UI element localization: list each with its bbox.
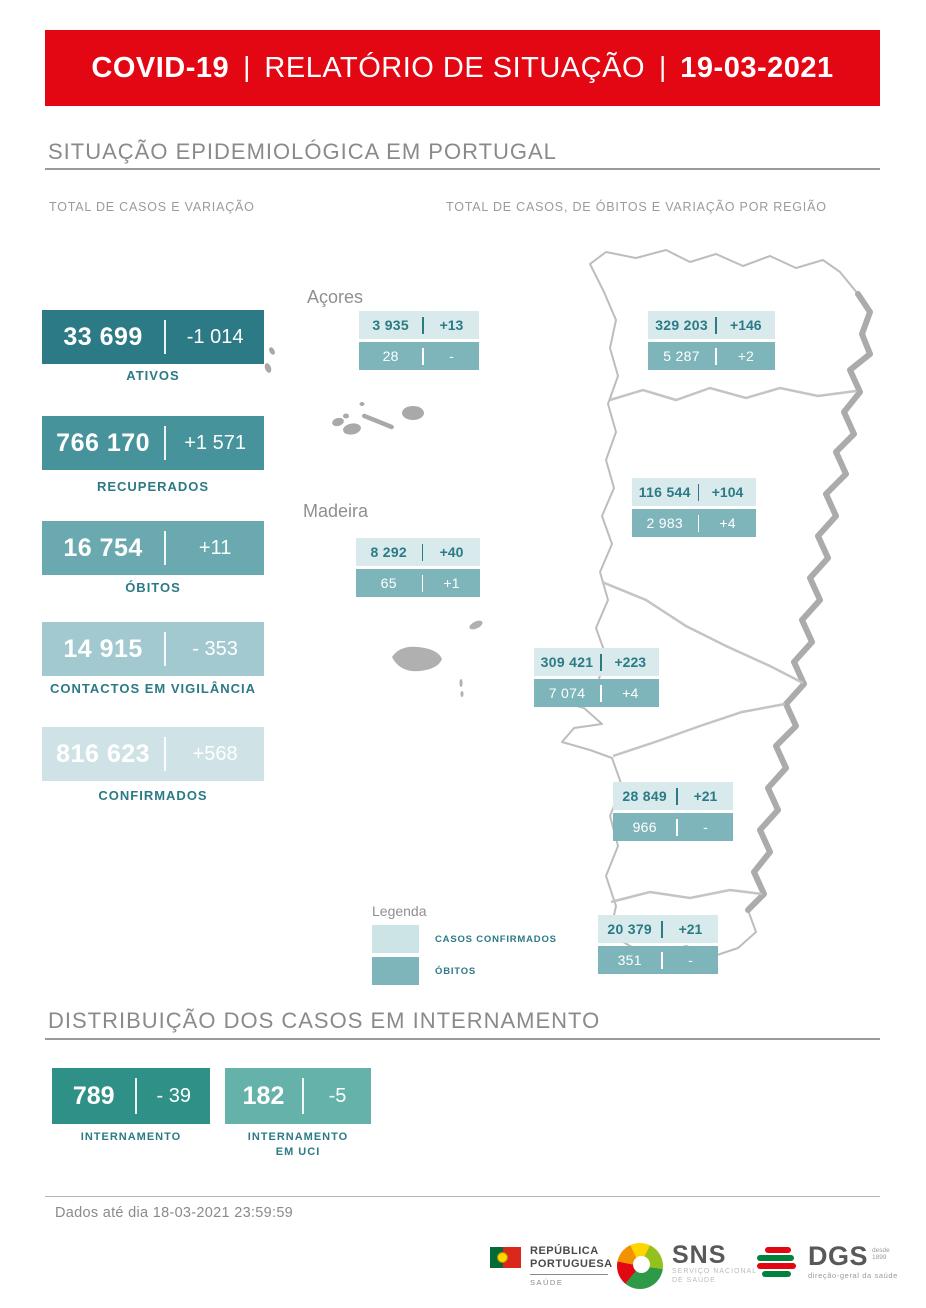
section2-title: DISTRIBUIÇÃO DOS CASOS EM INTERNAMENTO <box>48 1008 601 1033</box>
data-cutoff-note: Dados até dia 18-03-2021 23:59:59 <box>55 1205 294 1221</box>
alentejo-cases-value: 28 849 <box>622 788 667 804</box>
norte-deaths-variation: +2 <box>737 348 754 364</box>
legend-title: Legenda <box>372 903 427 919</box>
rp-line1: REPÚBLICA <box>530 1245 599 1257</box>
dgs-name: DGS <box>808 1241 869 1271</box>
ativos-value: 33 699 <box>63 322 143 351</box>
legend-label-deaths: ÓBITOS <box>435 966 477 977</box>
section1-underline <box>45 168 880 170</box>
madeira-deaths-row <box>356 569 480 597</box>
internamento-variation: - 39 <box>156 1084 191 1107</box>
acores-deaths-value: 28 <box>382 348 399 364</box>
recuperados-label: RECUPERADOS <box>96 479 210 494</box>
header-date: 19-03-2021 <box>680 51 834 84</box>
contactos-variation: - 353 <box>192 637 238 660</box>
madeira-deaths-value: 65 <box>380 575 397 591</box>
stat-box-internamento <box>52 1068 210 1124</box>
republica-portuguesa-text <box>530 1245 613 1287</box>
header-separator: | <box>659 51 667 82</box>
header-title-report: RELATÓRIO DE SITUAÇÃO <box>264 51 645 84</box>
lvt-cases-row <box>534 648 659 676</box>
algarve-deaths-variation: - <box>688 952 693 968</box>
algarve-cases-variation: +21 <box>678 921 703 937</box>
sns-text <box>672 1243 757 1285</box>
dgs-since <box>872 1247 890 1261</box>
stat-box-confirmados <box>42 727 264 781</box>
legend-label-confirmed: CASOS CONFIRMADOS <box>435 934 557 945</box>
sns-sub1: SERVIÇO NACIONAL <box>672 1268 758 1275</box>
confirmados-variation: +568 <box>192 742 238 765</box>
madeira-islands <box>392 619 484 697</box>
lvt-deaths-value: 7 074 <box>548 685 586 701</box>
sns-name: SNS <box>672 1241 727 1269</box>
region-stats-acores <box>359 311 479 373</box>
footer-divider <box>45 1196 880 1197</box>
uci-value: 182 <box>242 1081 285 1110</box>
norte-cases-row <box>648 311 775 339</box>
algarve-cases-row <box>598 915 718 943</box>
stat-box-internamento-uci <box>225 1068 371 1124</box>
madeira-cases-value: 8 292 <box>370 544 408 560</box>
stat-box-contactos <box>42 622 264 676</box>
recuperados-value: 766 170 <box>56 428 151 457</box>
confirmados-value: 816 623 <box>56 739 151 768</box>
lvt-deaths-row <box>534 679 659 707</box>
obitos-label: ÓBITOS <box>125 580 181 595</box>
acores-label: Açores <box>307 287 364 307</box>
ativos-label: ATIVOS <box>126 368 180 383</box>
legend-swatch-confirmed <box>372 925 419 953</box>
centro-deaths-variation: +4 <box>719 515 736 531</box>
sns-logo <box>617 1243 757 1289</box>
uci-variation: -5 <box>328 1084 347 1107</box>
centro-deaths-value: 2 983 <box>646 515 684 531</box>
stat-box-obitos <box>42 521 264 575</box>
dgs-logo <box>757 1243 898 1281</box>
acores-cases-value: 3 935 <box>372 317 409 333</box>
header-separator: | <box>243 51 251 82</box>
report-header-banner <box>45 30 880 106</box>
internamento-value: 789 <box>72 1081 115 1110</box>
madeira-label: Madeira <box>303 501 369 521</box>
rp-sub-label: SAÚDE <box>530 1278 564 1287</box>
alentejo-cases-row <box>613 782 733 810</box>
dgs-sphere-icon <box>757 1247 799 1281</box>
alentejo-deaths-value: 966 <box>632 819 657 835</box>
norte-cases-value: 329 203 <box>655 317 708 333</box>
header-title-covid: COVID-19 <box>91 51 230 84</box>
region-stats-madeira <box>356 538 480 600</box>
sns-swirl-icon <box>617 1243 663 1289</box>
contactos-value: 14 915 <box>63 634 143 663</box>
norte-deaths-value: 5 287 <box>663 348 700 364</box>
madeira-deaths-variation: +1 <box>443 575 460 591</box>
portugal-flag-icon <box>490 1247 521 1268</box>
region-stats-alentejo <box>613 782 733 844</box>
region-stats-norte <box>648 311 775 373</box>
acores-cases-row <box>359 311 479 339</box>
norte-deaths-row <box>648 342 775 370</box>
centro-cases-variation: +104 <box>711 484 744 500</box>
left-column-label: TOTAL DE CASOS E VARIAÇÃO <box>49 200 255 214</box>
rp-line2: PORTUGUESA <box>530 1258 613 1270</box>
acores-deaths-row <box>359 342 479 370</box>
section2-underline <box>45 1038 880 1040</box>
obitos-value: 16 754 <box>63 533 143 562</box>
uci-label-line2: EM UCI <box>275 1146 321 1158</box>
stat-box-ativos <box>42 310 264 364</box>
lvt-cases-value: 309 421 <box>540 654 594 670</box>
lvt-deaths-variation: +4 <box>622 685 639 701</box>
legend-swatch-deaths <box>372 957 419 985</box>
republica-portuguesa-logo <box>490 1245 613 1287</box>
centro-deaths-row <box>632 509 756 537</box>
alentejo-deaths-row <box>613 813 733 841</box>
madeira-cases-variation: +40 <box>439 544 464 560</box>
ativos-variation: -1 014 <box>186 325 244 348</box>
region-stats-lvt <box>534 648 659 710</box>
algarve-cases-value: 20 379 <box>607 921 652 937</box>
dgs-sub-label: direção-geral da saúde <box>808 1271 898 1280</box>
section1-title: SITUAÇÃO EPIDEMIOLÓGICA EM PORTUGAL <box>48 139 557 164</box>
madeira-islands-map <box>380 605 500 705</box>
alentejo-cases-variation: +21 <box>693 788 718 804</box>
algarve-deaths-row <box>598 946 718 974</box>
dgs-since-line1: desde <box>872 1247 890 1254</box>
centro-cases-row <box>632 478 756 506</box>
norte-cases-variation: +146 <box>730 317 762 333</box>
recuperados-variation: +1 571 <box>184 431 246 454</box>
uci-label-line1: INTERNAMENTO <box>247 1131 349 1143</box>
right-column-label: TOTAL DE CASOS, DE ÓBITOS E VARIAÇÃO POR REGIÃO <box>446 200 827 214</box>
region-stats-algarve <box>598 915 718 977</box>
region-stats-centro <box>632 478 756 540</box>
centro-cases-value: 116 544 <box>638 484 691 500</box>
stat-box-recuperados <box>42 416 264 470</box>
confirmados-label: CONFIRMADOS <box>98 788 208 803</box>
alentejo-deaths-variation: - <box>703 819 708 835</box>
acores-cases-variation: +13 <box>439 317 464 333</box>
algarve-deaths-value: 351 <box>617 952 642 968</box>
dgs-text <box>808 1243 898 1280</box>
dgs-since-line2: 1899 <box>872 1254 887 1261</box>
contactos-label: CONTACTOS EM VIGILÂNCIA <box>50 681 256 696</box>
sns-sub2: DE SAÚDE <box>672 1277 716 1284</box>
acores-deaths-variation: - <box>449 348 454 364</box>
internamento-label: INTERNAMENTO <box>80 1131 182 1143</box>
obitos-variation: +11 <box>198 536 232 559</box>
madeira-cases-row <box>356 538 480 566</box>
rp-divider <box>530 1274 608 1275</box>
lvt-cases-variation: +223 <box>614 654 647 670</box>
